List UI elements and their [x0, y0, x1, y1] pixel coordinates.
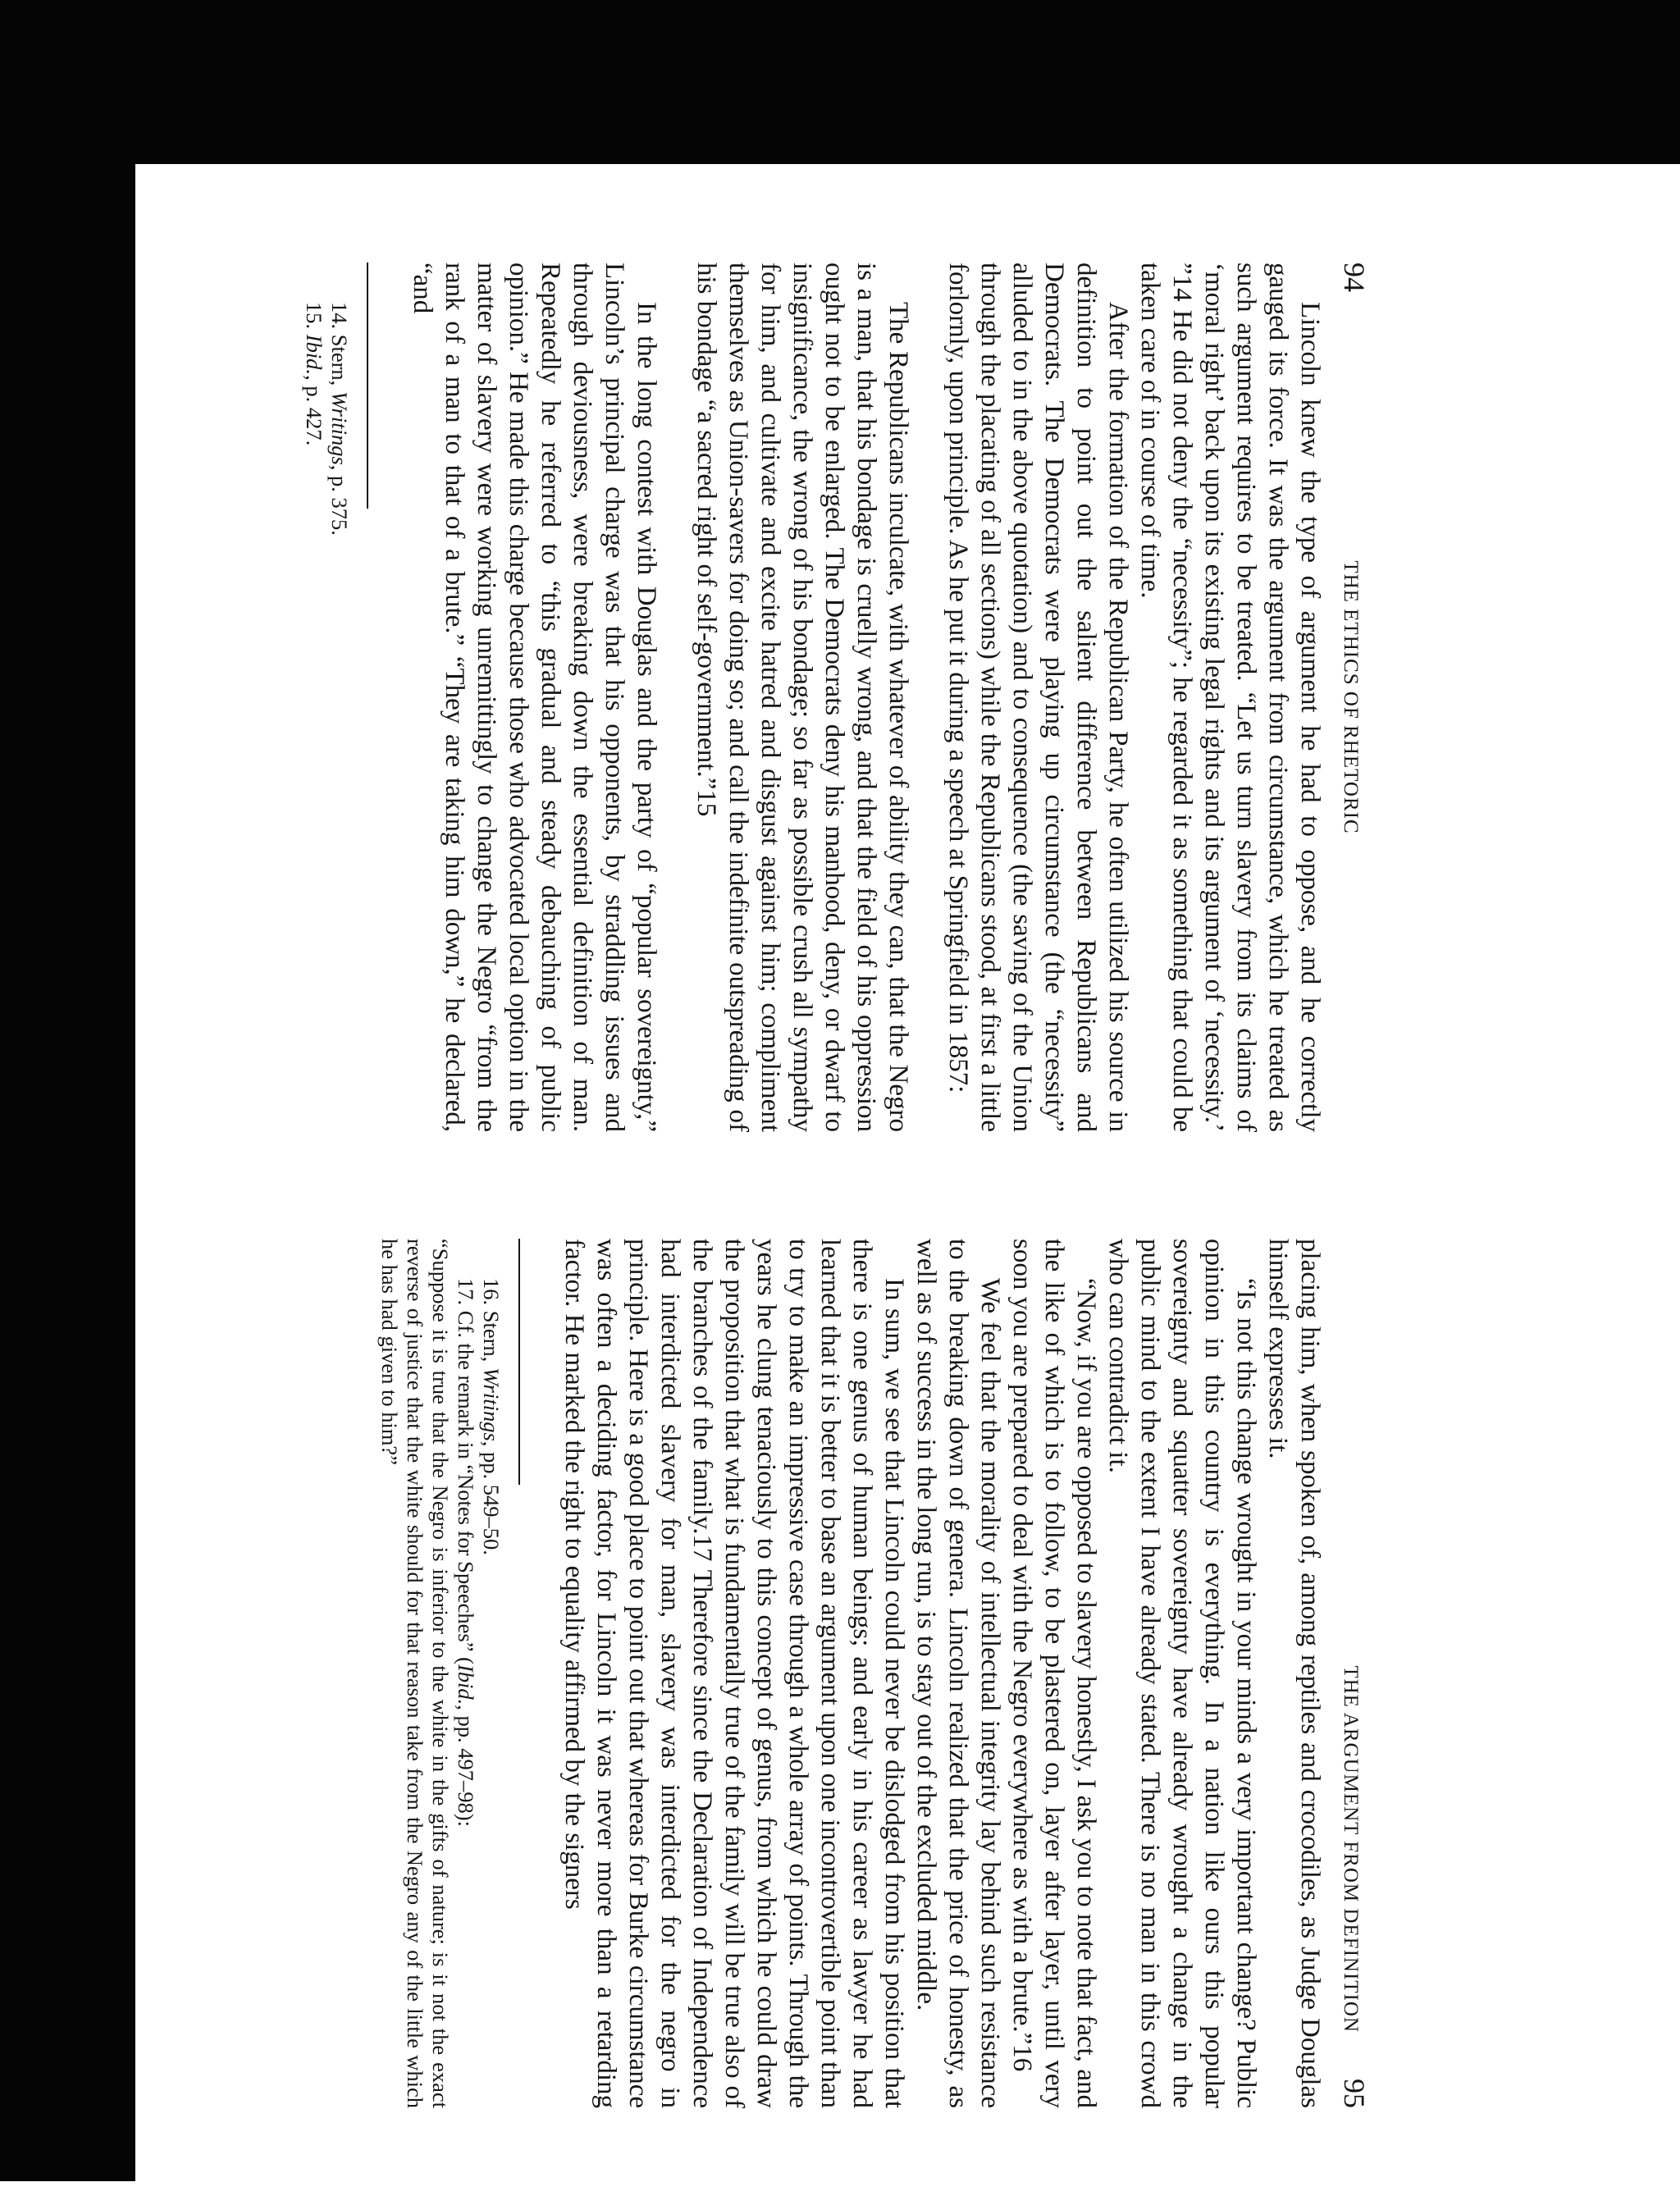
quote-paragraph: “Is not this change wrought in your minds a very important change? Public opinion in this country is everything. In a nation like ours this popular sovereignty and squatter sovereignty have already wrought a change in the public mind to the extent I have already stated. There is no man in this crowd who can contradict it.	[1103, 1239, 1261, 2108]
left-body-text	[406, 262, 1326, 1132]
left-page	[301, 262, 1378, 1132]
footnote	[326, 262, 352, 1132]
footnote-title: Writings	[479, 1367, 504, 1441]
paragraph: Lincoln knew the type of argument he had to oppose, and he correctly gauged its force. It was the argument from circumstance, which he treated as such argument requires to be treated. “Let us turn slavery from its claims of ‘moral right’ back upon its existing legal rights and its argument of ‘necessity.’ ”14 He did not deny the “necessity”; he regarded it as something that could be taken care of in course of time.	[1135, 262, 1325, 1132]
block-quote	[690, 262, 914, 1132]
footnote-rule	[367, 262, 368, 509]
right-page-header	[1326, 1239, 1378, 2108]
footnote-title: Ibid.	[302, 334, 326, 376]
right-footnotes	[377, 1239, 504, 2108]
paragraph: placing him, when spoken of, among reptiles and crocodiles, as Judge Douglas himself expresses it.	[1263, 1239, 1325, 2108]
footnote-prefix: 16. Stern,	[479, 1278, 504, 1367]
footnote	[453, 1239, 478, 2108]
footnote-prefix: 14. Stern,	[327, 302, 352, 391]
right-page	[377, 1239, 1378, 2108]
footnote-title: Writings	[327, 390, 352, 465]
footnote-suffix: , p. 427.	[302, 375, 326, 446]
paragraph: In sum, we see that Lincoln could never be dislodged from his position that there is one genus of human beings; and early in his career as lawyer he had learned that it is better to base an argument upon one incontrovertible point than to try to make an impressive case through a whole array of points. Through the years he clung tenaciously to this concept of genus, from which he could draw the proposition that what is fundamentally true of the family will be true also of the branches of the family.17 Therefore since the Declaration of Independence had interdicted slavery for man, slavery was interdicted for the negro in principle. Here is a good place to point out that whereas for Burke circumstance was often a deciding factor, for Lincoln it was never more than a retarding factor. He marked the right to equality affirmed by the signers	[559, 1239, 909, 2108]
page-number: 94	[1338, 262, 1371, 292]
quote-paragraph: “Now, if you are opposed to slavery honestly, I ask you to note that fact, and the like of which is to follow, to be plastered on, layer after layer, until very soon you are prepared to deal with the Negro everywhere as with a brute.”16	[1007, 1239, 1101, 2108]
paragraph: We feel that the morality of intellectual integrity lay behind such resistance to the breaking down of genera. Lincoln realized that the price of honesty, as well as of success in the long run, is to stay out of the excluded middle.	[911, 1239, 1005, 2108]
footnote-suffix: , p. 375.	[327, 464, 352, 536]
quote-text: The Republicans inculcate, with whatever of ability they can, that the Negro is a man, that his bondage is cruelly wrong, and that the field of his oppression ought not to be enlarged. The Democrats deny his manhood, deny, or dwarf to insignificance, the wrong of his bondage; so far as possible crush all sympathy for him, and cultivate and excite hatred and disgust against him; compliment themselves as Union-savers for doing so; and call the indefinite outspreading of his bondage “a sacred right of self-government.”15	[692, 262, 913, 1132]
footnote-quote: “Suppose it is true that the Negro is inferior to the white in the gifts of nature; is it not the exact reverse of justice that the white should for that reason take from the Negro any of the little which he has had given to him?”	[377, 1239, 453, 2108]
book-spread	[0, 180, 1378, 2205]
footnote-suffix: , pp. 497–98):	[454, 1705, 478, 1827]
scanner-shadow-top	[0, 0, 1680, 164]
running-head: THE ARGUMENT FROM DEFINITION	[1340, 1665, 1362, 2033]
footnote-suffix: , pp. 549–50.	[479, 1440, 504, 1555]
paragraph: After the formation of the Republican Party, he often utilized his source in definition to point out the salient difference between Republicans and Democrats. The Democrats were playing up circumstance (the “necessity” alluded to in the above quotation) and to consequence (the saving of the Union through the placating of all sections) while the Republicans stood, at first a little forlornly, upon principle. As he put it during a speech at Springfield in 1857:	[943, 262, 1133, 1132]
footnote-rule	[518, 1239, 520, 1485]
footnote	[478, 1239, 504, 2108]
left-page-header	[1326, 262, 1378, 1132]
footnote-prefix: 15.	[302, 302, 326, 335]
page-number: 95	[1338, 2079, 1371, 2108]
paragraph: In the long contest with Douglas and the party of “popular sovereignty,” Lincoln’s principal charge was that his opponents, by straddling issues and through deviousness, were breaking down the essential definition of man. Repeatedly he referred to “this gradual and steady debauching of public opinion.” He made this charge because those who advocated local option in the matter of slavery were working unremittingly to change the Negro “from the rank of a man to that of a brute.” “They are taking him down,” he declared, “and	[408, 262, 661, 1132]
footnote	[301, 262, 326, 1132]
footnote-title: Ibid.	[454, 1664, 478, 1705]
running-head: THE ETHICS OF RHETORIC	[1340, 560, 1362, 834]
left-footnotes	[301, 262, 352, 1132]
footnote-prefix: 17. Cf. the remark in “Notes for Speeches” (	[454, 1278, 478, 1664]
right-body-text	[558, 1239, 1326, 2108]
